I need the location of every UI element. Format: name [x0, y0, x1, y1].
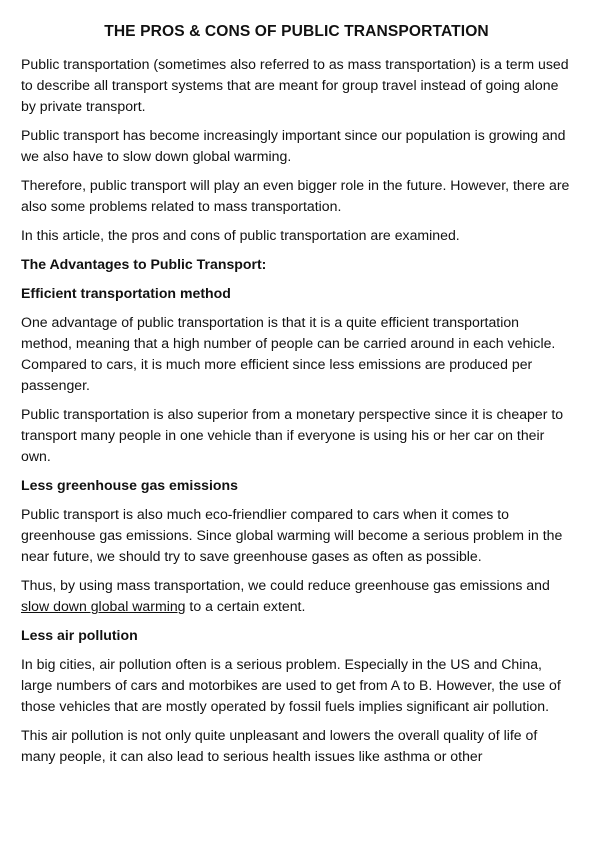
intro-paragraph-3: Therefore, public transport will play an even bigger role in the future. However, there are also some problems related to mass transportation. — [21, 177, 570, 214]
greenhouse-gas-paragraph-2 — [21, 575, 572, 617]
greenhouse-gas-text-before-link: Thus, by using mass transportation, we could reduce greenhouse gas emissions and — [21, 577, 550, 593]
efficient-transportation-paragraph-1: One advantage of public transportation is that it is a quite efficient transportation method, meaning that a high number of people can be carried around in each vehicle. Compared to cars, it is much more efficient since less emissions are produced per passenger. — [21, 314, 556, 393]
efficient-transportation-paragraph-2: Public transportation is also superior from a monetary perspective since it is cheaper to transport many people in one vehicle than if everyone is using his or her car on their own. — [21, 406, 564, 464]
section-heading-efficient-transportation: Efficient transportation method — [21, 285, 231, 301]
intro-paragraph-2: Public transport has become increasingly important since our population is growing and we also have to slow down global warming. — [21, 127, 566, 164]
greenhouse-gas-paragraph-1: Public transport is also much eco-friendlier compared to cars when it comes to greenhouse gas emissions. Since global warming will become a serious problem in the near future, we should try to save greenhouse gases as often as possible. — [21, 506, 563, 564]
slow-down-global-warming-link[interactable]: slow down global warming — [21, 598, 186, 614]
greenhouse-gas-text-after-link: to a certain extent. — [185, 598, 306, 614]
section-heading-air-pollution: Less air pollution — [21, 627, 138, 643]
intro-paragraph-4: In this article, the pros and cons of public transportation are examined. — [21, 227, 460, 243]
page-title: THE PROS & CONS OF PUBLIC TRANSPORTATION — [104, 23, 489, 40]
section-heading-greenhouse-gas: Less greenhouse gas emissions — [21, 477, 238, 493]
advantages-heading: The Advantages to Public Transport: — [21, 256, 267, 272]
air-pollution-paragraph-1: In big cities, air pollution often is a serious problem. Especially in the US and China, large numbers of cars and motorbikes are used to get from A to B. However, the use of those vehicles that are mostly operated by fossil fuels implies significant air pollution. — [21, 656, 561, 714]
intro-paragraph-1: Public transportation (sometimes also referred to as mass transportation) is a term used to describe all transport systems that are meant for group travel instead of going alone by private transport. — [21, 56, 569, 114]
air-pollution-paragraph-2: This air pollution is not only quite unpleasant and lowers the overall quality of life of many people, it can also lead to serious health issues like asthma or other — [21, 727, 538, 764]
